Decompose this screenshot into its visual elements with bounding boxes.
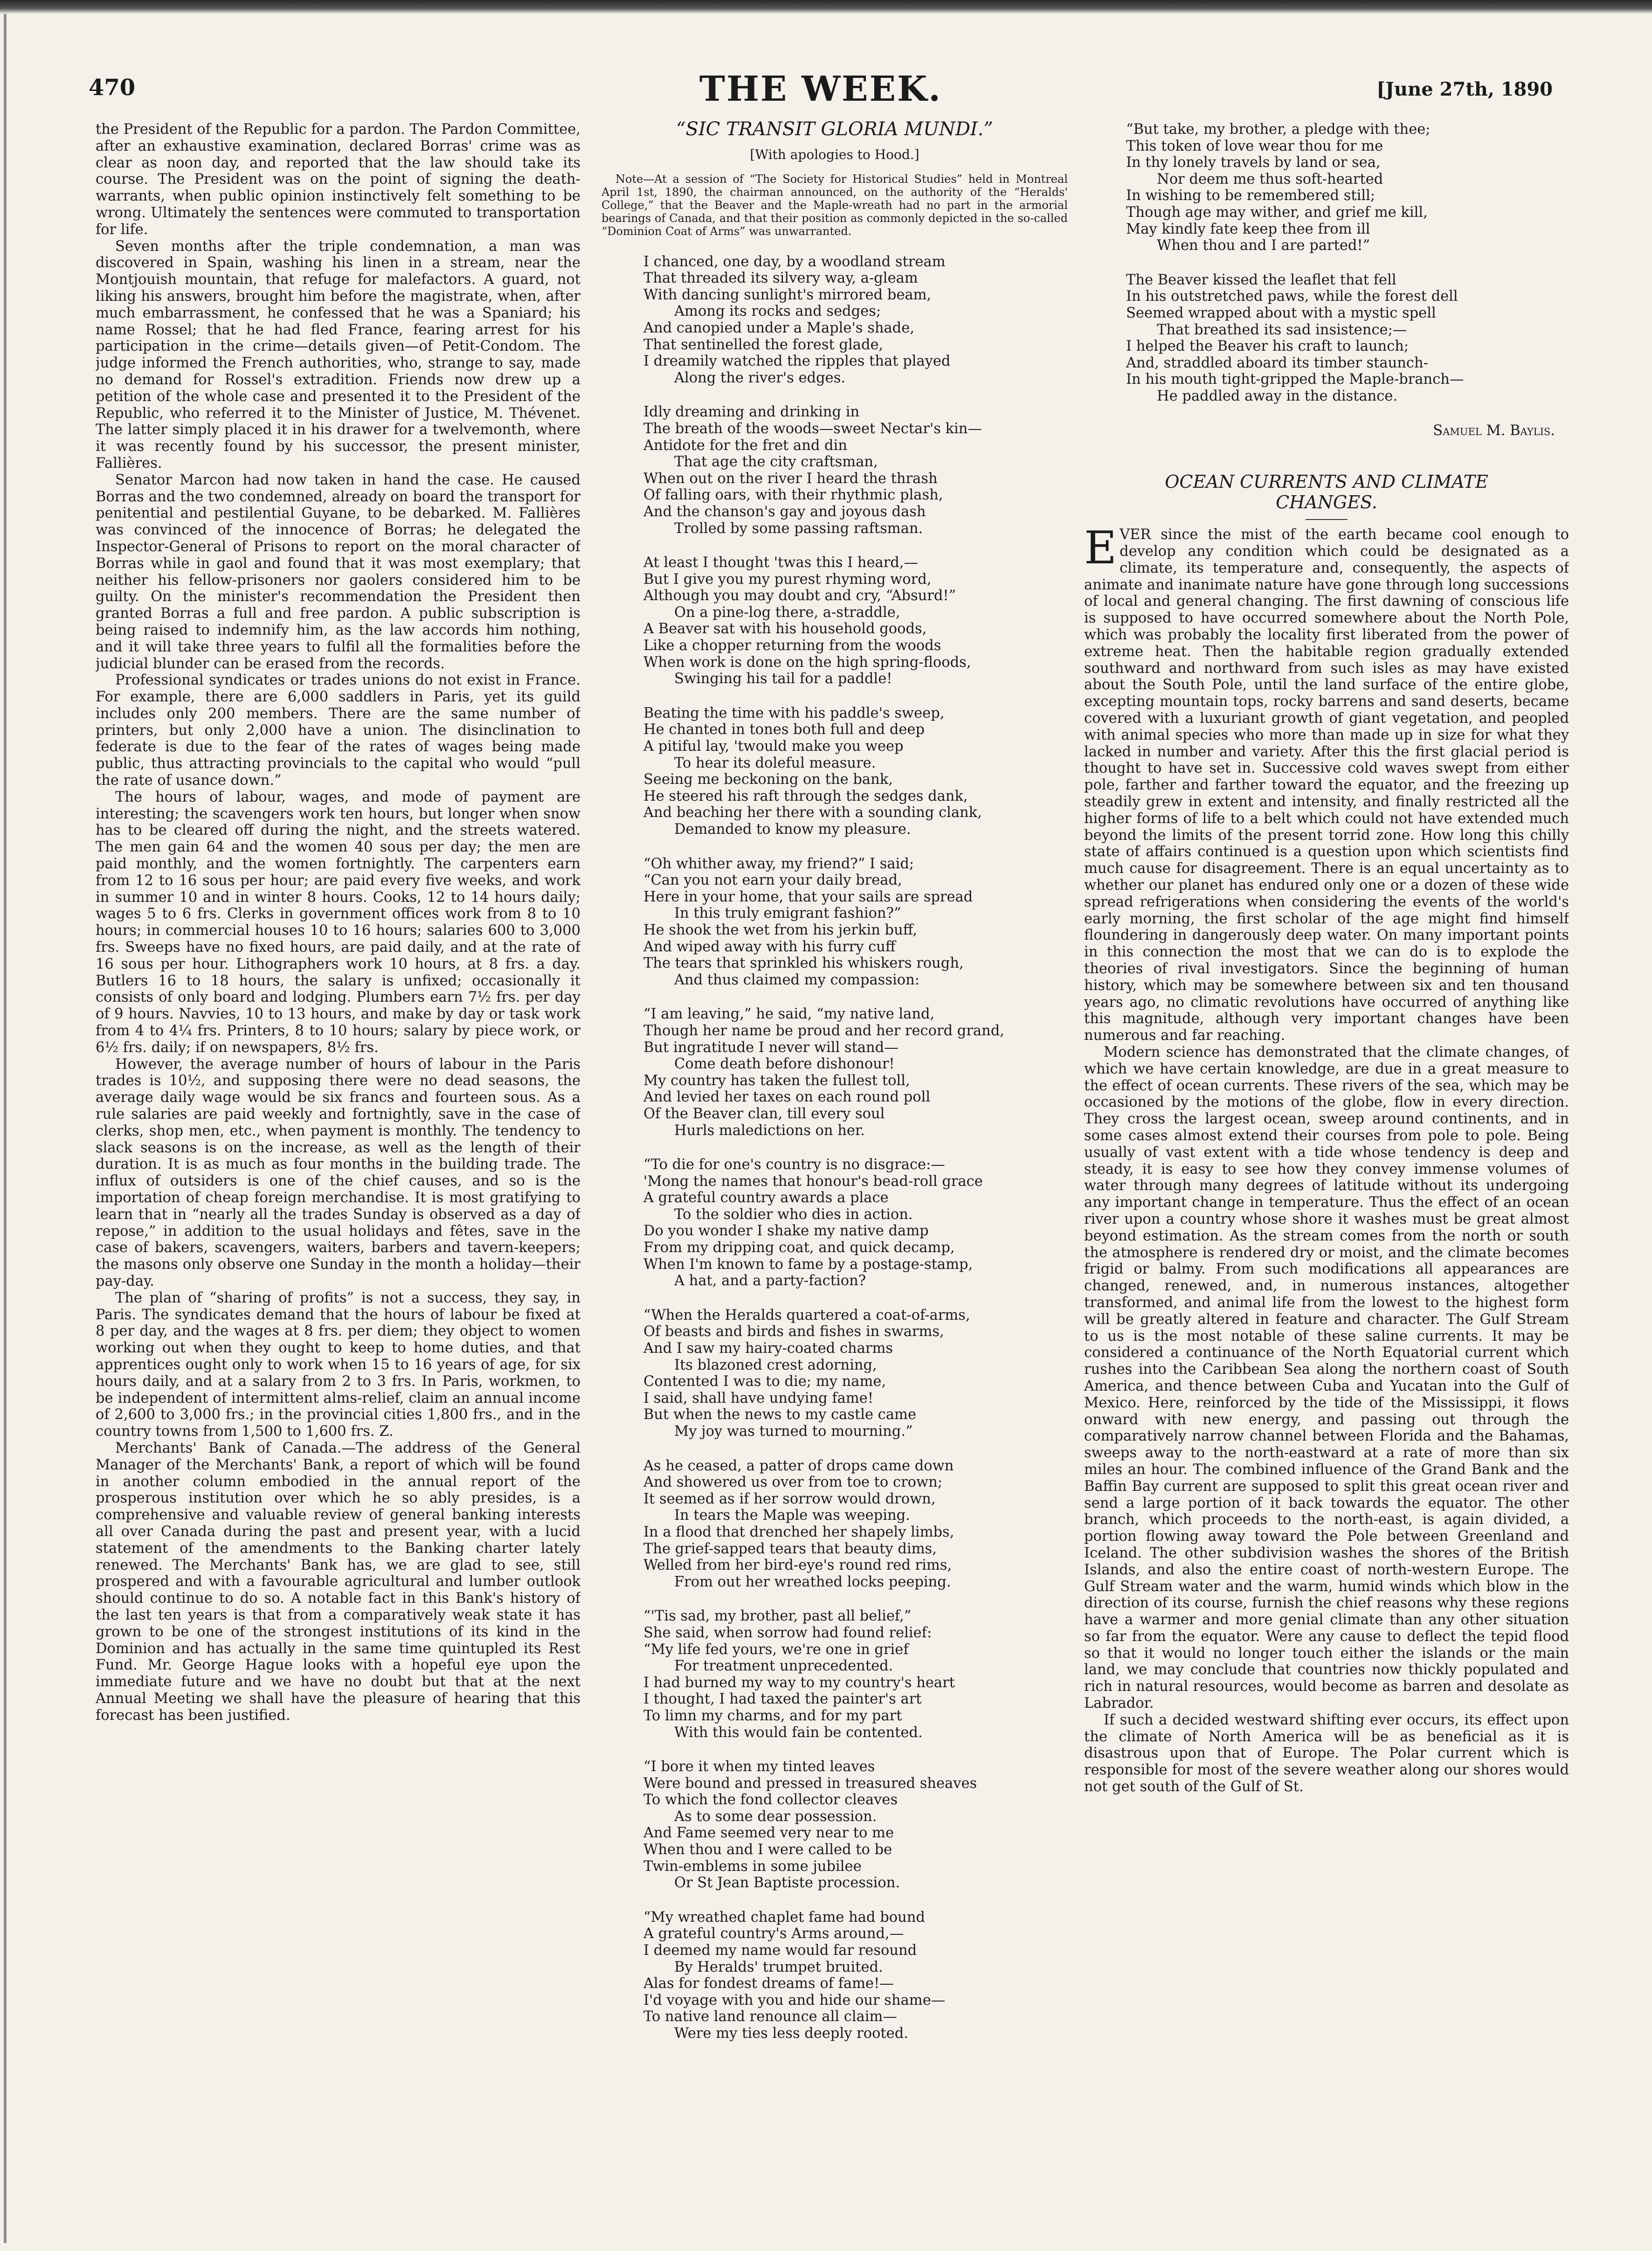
verse-line: “My life fed yours, we're one in grief — [643, 1641, 909, 1658]
verse-line: Idly dreaming and drinking in — [643, 404, 860, 421]
poem-signature: Samuel M. Baylis. — [1433, 422, 1555, 439]
verse-line: And the chanson's gay and joyous dash — [643, 503, 926, 520]
stanza — [1126, 272, 1569, 405]
verse-line: And thus claimed my compassion: — [674, 971, 920, 988]
verse-line: Contented I was to die; my name, — [643, 1373, 886, 1390]
verse-line: “I bore it when my tinted leaves — [643, 1759, 875, 1775]
column-left — [96, 121, 581, 2238]
verse-line: The Beaver kissed the leaflet that fell — [1126, 271, 1396, 288]
verse-line: “But take, my brother, a pledge with thee; — [1126, 121, 1431, 138]
verse-line: Of beasts and birds and fishes in swarms, — [643, 1323, 944, 1340]
page-header — [89, 69, 1553, 117]
verse-line: Welled from her bird-eye's round red rims, — [643, 1557, 952, 1574]
verse-line: This token of love wear thou for me — [1126, 138, 1383, 154]
verse-line: With this would fain be contented. — [674, 1724, 923, 1741]
verse-line: And canopied under a Maple's shade, — [643, 319, 914, 336]
verse-line: He paddled away in the distance. — [1157, 388, 1398, 404]
paragraph — [1084, 522, 1569, 1044]
verse-line: On a pine-log there, a-straddle, — [674, 604, 900, 621]
stanza — [643, 1458, 1068, 1591]
stanza — [643, 1006, 1068, 1139]
verse-line: A pitiful lay, 'twould make you weep — [643, 738, 904, 755]
paragraph: the President of the Republic for a pardon. The Pardon Committee, after an exhaustive examination, declared Borras' crime was as clear as noon day, and reported that the law should take its course. The President was on the point of signing the death-warrants, when public opinion instinctively felt something to be wrong. Ultimately the sentences were commuted to transportation for life. — [96, 121, 581, 238]
verse-line: As to some dear possession. — [674, 1808, 877, 1825]
scan-edge-top — [0, 0, 1652, 14]
verse-line: “To die for one's country is no disgrace:— — [643, 1157, 945, 1173]
verse-line: “Can you not earn your daily bread, — [643, 872, 902, 889]
verse-line: Among its rocks and sedges; — [674, 303, 881, 320]
stanza — [643, 1157, 1068, 1289]
paragraph: However, the average number of hours of labour in the Paris trades is 10½, and supposing there were no dead seasons, the average daily wage would be six francs and fourteen sous. As a rule salaries are paid weekly and fortnightly, save in the case of clerks, shop men, etc., when payment is monthly. The tendency to slack seasons is on the increase, as well as the length of their duration. It is as much as four months in the building trade. The influx of outsiders is one of the chief causes, and so is the importation of cheap foreign merchandise. It is most gratifying to learn that in “nearly all the trades Sunday is observed as a day of repose,” in addition to the usual holidays and fêtes, save in the case of bakers, scavengers, waiters, barbers and tavern-keepers; the masons only observe one Sunday in the month a holiday—their pay-day. — [96, 1056, 581, 1289]
verse-line: “My wreathed chaplet fame had bound — [643, 1909, 925, 1925]
stanza — [1126, 121, 1569, 254]
verse-line: Do you wonder I shake my native damp — [643, 1223, 929, 1240]
verse-line: He chanted in tones both full and deep — [643, 721, 925, 738]
verse-line: It seemed as if her sorrow would drown, — [643, 1490, 936, 1507]
verse-line: To hear its doleful measure. — [674, 755, 876, 771]
issue-date: [June 27th, 1890 — [1376, 78, 1553, 100]
verse-line: A Beaver sat with his household goods, — [643, 621, 927, 637]
verse-line: Antidote for the fret and din — [643, 437, 847, 454]
poem-subtitle: [With apologies to Hood.] — [750, 146, 919, 162]
paragraph: Senator Marcon had now taken in hand the case. He caused Borras and the two condemned, already on board the transport for penitential and pestilential Guyane, to be debarked. M. Fallières was convinced of the innocence of Borras; he delegated the Inspector-General of Prisons to report on the moral character of Borras while in gaol and found that it was most exemplary; that neither his fellow-prisoners nor gaolers considered him to be guilty. On the minister's recommendation the President then granted Borras a full and free pardon. A public subscription is being raised to indemnify him, as the law accords him nothing, and it will take three years to fulfil all the formalities before the judicial blunder can be erased from the records. — [96, 471, 581, 672]
paragraph-text: VER since the mist of the earth became cool enough to develop any condition which could be designated as a climate, its temperature and, consequently, the aspects of animate and inanimate nature have gone through long successions of local and general changing. The first dawning of conscious life is supposed to have occurred somewhere about the North Pole, which was probably the locality first liberated from the power of extreme heat. Then the habitable region gradually extended southward and northward from such isles as may have existed about the South Pole, until the land surface of the entire globe, excepting mountain tops, rocky barrens and sand deserts, became covered with a luxuriant growth of giant vegetation, and peopled with animal species who more than made up in size for what they lacked in number and variety. After this the first glacial period is thought to have set in. Successive cold waves swept from either pole, farther and farther toward the equator, and the freezing up steadily grew in extent and intensity, and finally restricted all the higher forms of life to a belt which could not have extended much beyond the limits of the present torrid zone. How long this chilly state of affairs continued is a question upon which scientists find much cause for disagreement. There is an equal uncertainty as to whether our planet has endured only one or a dozen of these wide spread refrigerations when considering the events of the world's early morning, the first scholar of the age might find himself floundering in dangerously deep water. On many important points in this connection the most that we can do is to explode the theories of rival investigators. Since the beginning of human history, which may be somewhere between six and ten thousand years ago, no climatic revolutions have occurred of anything like this magnitude, although very important changes have been numerous and far reaching. — [1084, 526, 1569, 1044]
drop-cap: E — [1084, 522, 1117, 575]
poem-title: “SIC TRANSIT GLORIA MUNDI.” — [676, 121, 993, 140]
verse-line: In wishing to be remembered still; — [1126, 187, 1376, 204]
verse-line: But I give you my purest rhyming word, — [643, 571, 932, 588]
verse-line: I chanced, one day, by a woodland stream — [643, 253, 946, 270]
verse-line: But when the news to my castle came — [643, 1406, 917, 1423]
verse-line: And, straddled aboard its timber staunch- — [1126, 354, 1428, 371]
poem-note: Note—At a session of “The Society for Historical Studies” held in Montreal April 1st, 1890, the chairman announced, on the authority of the “Heralds' College,” that the Beaver and the Maple-wreath had no part in the armorial bearings of Canada, and that their position as commonly depicted in the so-called “Dominion Coat of Arms” was unwarranted. — [601, 172, 1068, 238]
article-title-line1: OCEAN CURRENTS AND CLIMATE — [1165, 471, 1488, 492]
article-title-line2: CHANGES. — [1276, 492, 1377, 513]
verse-line: Seeing me beckoning on the bank, — [643, 771, 893, 788]
column-right — [1084, 121, 1569, 2238]
verse-line: A grateful country's Arms around,— — [643, 1925, 904, 1942]
paragraph: Modern science has demonstrated that the climate changes, of which we have certain knowledge, are due in a great measure to the effect of ocean currents. These rivers of the sea, which may be occasioned by the motions of the globe, flow in every direction. They cross the largest ocean, sweep around continents, and in some cases almost extend their courses from pole to pole. Being usually of vast extent with a tide whose tendency is deep and steady, it is easy to see how they convey immense volumes of water through many degrees of latitude without its undergoing any important change in temperature. Thus the effect of an ocean river upon a country whose shore it washes must be great almost beyond estimation. As the stream comes from the north or south the atmosphere is rendered dry or moist, and the climate becomes frigid or balmy. From such modifications all appearances are changed, renewed, and, in numerous instances, altogether transformed, and animal life from the lowest to the highest form will be greatly altered in feature and character. The Gulf Stream to us is the most notable of these saline currents. It may be considered a continuance of the North Equatorial current which rushes into the Caribbean Sea along the northern coast of South America, and thence between Cuba and Yucatan into the Gulf of Mexico. Here, reinforced by the tide of the Mississippi, it flows onward with new energy, and passing out through the comparatively narrow channel between Florida and the Bahamas, sweeps away to the north-eastward at a rate of more than six miles an hour. The combined influence of the Grand Bank and the Baffin Bay current are supposed to split this great ocean river and send a large portion of it back towards the equator. The other branch, which proceeds to the north-east, is again divided, a portion flowing away toward the Pole between Greenland and Iceland. The other subdivision washes the shores of the British Islands, and also the entire coast of north-western Europe. The Gulf Stream water and the warm, humid winds which blow in the direction of its course, furnish the chief reasons why these regions have a warmer and more genial climate than any other situation so far from the equator. Were any cause to deflect the tepid flood so that it would no longer touch either the islands or the main land, we may conclude that countries now thickly populated and rich in natural resources, would become as barren and desolate as Labrador. — [1084, 1044, 1569, 1712]
verse-line: That sentinelled the forest glade, — [643, 336, 884, 353]
verse-line: When thou and I are parted!” — [1157, 237, 1370, 254]
verse-line: I had burned my way to my country's heart — [643, 1674, 955, 1691]
verse-line: Nor deem me thus soft-hearted — [1157, 171, 1383, 187]
verse-line: May kindly fate keep thee from ill — [1126, 221, 1370, 237]
verse-line: Though her name be proud and her record grand, — [643, 1022, 1004, 1039]
stanza — [643, 1759, 1068, 1891]
verse-line: “'Tis sad, my brother, past all belief,” — [643, 1608, 912, 1625]
verse-line: In this truly emigrant fashion?” — [674, 905, 901, 922]
verse-line: Beating the time with his paddle's sweep, — [643, 705, 945, 721]
verse-line: But ingratitude I never will stand— — [643, 1039, 899, 1056]
poem-stanzas-continued — [1084, 121, 1569, 405]
verse-line: He shook the wet from his jerkin buff, — [643, 921, 917, 938]
verse-line: In thy lonely travels by land or sea, — [1126, 154, 1381, 171]
verse-line: Of falling oars, with their rhythmic plash, — [643, 487, 943, 504]
paragraph: The plan of “sharing of profits” is not a success, they say, in Paris. The syndicates demand that the hours of labour be fixed at 8 per day, and the wages at 8 frs. per diem; they object to women working out when they ought to keep to home duties, and that apprentices ought only to work when 15 to 16 years of age, for six hours daily, and at a salary from 2 to 3 frs. In Paris, workmen, to be independent of intermittent alms-relief, claim an annual income of 2,600 to 3,000 frs.; in the provincial cities 1,800 frs., and in the country towns from 1,500 to 1,600 frs. Z. — [96, 1289, 581, 1440]
verse-line: A hat, and a party-faction? — [674, 1273, 866, 1289]
stanza — [643, 254, 1068, 387]
stanza — [643, 705, 1068, 838]
verse-line: Its blazoned crest adorning, — [674, 1357, 877, 1373]
verse-line: My country has taken the fullest toll, — [643, 1072, 910, 1089]
verse-line: The breath of the woods—sweet Nectar's kin— — [643, 420, 982, 437]
verse-line: I dreamily watched the ripples that played — [643, 353, 951, 370]
paragraph-merchants-bank: Merchants' Bank of Canada.—The address of the General Manager of the Merchants' Bank, a report of which will be found in another column embodied in the annual report of the prosperous institution over which he so ably presides, is a comprehensive and valuable review of general banking interests all over Canada during the past and present year, with a lucid statement of the amendments to the Banking charter lately renewed. The Merchants' Bank has, we are glad to see, still prospered and with a favourable agricultural and lumber outlook should continue to do so. A notable fact in this Bank's history of the last ten years is that from a comparatively weak state it has grown to be one of the strongest institutions of its kind in the Dominion and has actually in the same time quintupled its Rest Fund. Mr. George Hague looks with a hopeful eye upon the immediate future and we have no doubt but that at the next Annual Meeting we shall have the pleasure of hearing that this forecast has been justified. — [96, 1440, 581, 1724]
verse-line: Hurls maledictions on her. — [674, 1122, 865, 1139]
masthead-title: THE WEEK. — [699, 69, 942, 109]
verse-line: And beaching her there with a sounding clank, — [643, 804, 982, 821]
verse-line: When I'm known to fame by a postage-stamp, — [643, 1256, 973, 1273]
verse-line: Though age may wither, and grief me kill, — [1126, 204, 1428, 221]
verse-line: Demanded to know my pleasure. — [674, 821, 911, 838]
verse-line: That threaded its silvery way, a-gleam — [643, 270, 918, 287]
stanza — [643, 554, 1068, 687]
verse-line: Were my ties less deeply rooted. — [674, 2025, 908, 2042]
verse-line: In his mouth tight-gripped the Maple-branch— — [1126, 371, 1464, 388]
verse-line: I deemed my name would far resound — [643, 1942, 917, 1959]
verse-line: As he ceased, a patter of drops came down — [643, 1457, 954, 1474]
page-number: 470 — [89, 75, 136, 101]
paragraph: The hours of labour, wages, and mode of payment are interesting; the scavengers work ten hours, but longer when snow has to be cleared off during the night, and the streets watered. The men gain 64 and the women 40 sous per day; the men are paid monthly, and the women fortnightly. The carpenters earn from 12 to 16 sous per hour; are paid every five weeks, and work in summer 10 and in winter 8 hours. Cooks, 12 to 14 hours daily; wages 5 to 6 frs. Clerks in government offices work from 8 to 10 hours; in commercial houses 10 to 16 hours; salaries 600 to 3,000 frs. Sweeps have no fixed hours, are paid daily, and at the rate of 16 sous per hour. Lithographers work 10 hours, at 8 frs. a day. Butlers 16 to 18 hours, the salary is unfixed; occasionally it consists of only board and lodging. Plumbers earn 7½ frs. per day of 9 hours. Navvies, 10 to 13 hours, and make by day or task work from 4 to 4¼ frs. Printers, 8 to 10 hours; salary by piece work, or 6½ frs. daily; if on newspapers, 8½ frs. — [96, 789, 581, 1056]
verse-line: I thought, I had taxed the painter's art — [643, 1691, 922, 1708]
verse-line: For treatment unprecedented. — [674, 1658, 893, 1675]
verse-line: “Oh whither away, my friend?” I said; — [643, 855, 914, 872]
verse-line: Trolled by some passing raftsman. — [674, 520, 923, 537]
verse-line: When work is done on the high spring-floods, — [643, 654, 971, 671]
verse-line: 'Mong the names that honour's bead-roll grace — [643, 1173, 983, 1190]
verse-line: From out her wreathed locks peeping. — [674, 1573, 951, 1590]
verse-line: Of the Beaver clan, till every soul — [643, 1105, 885, 1122]
verse-line: To which the fond collector cleaves — [643, 1792, 898, 1808]
verse-line: Were bound and pressed in treasured sheaves — [643, 1775, 977, 1792]
verse-line: A grateful country awards a place — [643, 1190, 889, 1206]
verse-line: Alas for fondest dreams of fame!— — [643, 1975, 894, 1992]
verse-line: The tears that sprinkled his whiskers rough, — [643, 955, 964, 972]
verse-line: And showered us over from toe to crown; — [643, 1474, 943, 1491]
paragraph: Seven months after the triple condemnation, a man was discovered in Spain, washing his linen in a stream, near the Montjouish mountain, that refuge for malefactors. A guard, not liking his answers, brought him before the magistrate, when, after much embarrassment, he confessed that he was a Spaniard; his name Rossel; that he had fled France, fearing arrest for his participation in the crime—details given—of Petit-Condom. The judge informed the French authorities, who, strange to say, made no demand for Rossel's extradition. Friends now drew up a petition of the whole case and presented it to the President of the Republic, who referred it to the Minister of Justice, M. Thévenet. The latter simply placed it in his drawer for a twelvemonth, where it was recently found by his successor, the present minister, Fallières. — [96, 238, 581, 471]
verse-line: “I am leaving,” he said, “my native land, — [643, 1006, 935, 1023]
poem-stanzas — [601, 254, 1068, 2042]
verse-line: When thou and I were called to be — [643, 1842, 892, 1858]
verse-line: To the soldier who dies in action. — [674, 1206, 913, 1223]
verse-line: In tears the Maple was weeping. — [674, 1507, 910, 1524]
article-title — [1084, 471, 1569, 513]
scan-edge-left — [4, 14, 7, 2243]
verse-line: In a flood that drenched her shapely limbs, — [643, 1524, 954, 1540]
verse-line: At least I thought 'twas this I heard,— — [643, 554, 919, 571]
verse-line: Along the river's edges. — [674, 369, 846, 386]
verse-line: I said, shall have undying fame! — [643, 1390, 874, 1406]
stanza — [643, 1608, 1068, 1741]
verse-line: And Fame seemed very near to me — [643, 1825, 894, 1842]
paragraph: If such a decided westward shifting ever occurs, its effect upon the climate of North America will be as beneficial as it is disastrous upon that of Europe. The Polar current which is responsible for most of the severe weather along our shores would not get south of the Gulf of St. — [1084, 1711, 1569, 1795]
verse-line: Swinging his tail for a paddle! — [674, 671, 892, 687]
stanza — [643, 1307, 1068, 1440]
verse-line: Seemed wrapped about with a mystic spell — [1126, 305, 1436, 321]
title-rule — [1306, 519, 1348, 520]
verse-line: To limn my charms, and for my part — [643, 1707, 902, 1724]
verse-line: I'd voyage with you and hide our shame— — [643, 1992, 946, 2009]
verse-line: He steered his raft through the sedges dank, — [643, 788, 968, 804]
paragraph: Professional syndicates or trades unions do not exist in France. For example, there are 6,000 saddlers in Paris, yet its guild includes only 200 members. There are the same number of printers, but only 2,000 have a union. The disinclination to federate is due to the fear of the rates of wages being made public, thus attracting provincials to the capital who would “pull the rate of usance down.” — [96, 672, 581, 789]
verse-line: My joy was turned to mourning.” — [674, 1423, 913, 1440]
verse-line: I helped the Beaver his craft to launch; — [1126, 338, 1409, 355]
verse-line: She said, when sorrow had found relief: — [643, 1624, 932, 1641]
verse-line: And I saw my hairy-coated charms — [643, 1340, 893, 1357]
verse-line: To native land renounce all claim— — [643, 2009, 897, 2025]
verse-line: From my dripping coat, and quick decamp, — [643, 1240, 955, 1256]
verse-line: When out on the river I heard the thrash — [643, 470, 938, 487]
verse-line: And levied her taxes on each round poll — [643, 1089, 931, 1106]
verse-line: Come death before dishonour! — [674, 1056, 895, 1073]
stanza — [643, 404, 1068, 537]
stanza — [643, 1909, 1068, 2042]
column-middle — [601, 121, 1068, 2238]
verse-line: That breathed its sad insistence;— — [1157, 321, 1407, 338]
verse-line: That age the city craftsman, — [674, 454, 878, 471]
verse-line: The grief-sapped tears that beauty dims, — [643, 1540, 937, 1557]
verse-line: Although you may doubt and cry, “Absurd!” — [643, 588, 956, 604]
verse-line: By Heralds' trumpet bruited. — [674, 1959, 883, 1975]
verse-line: Here in your home, that your sails are spread — [643, 888, 973, 905]
verse-line: And wiped away with his furry cuff — [643, 938, 896, 955]
verse-line: In his outstretched paws, while the forest dell — [1126, 288, 1458, 305]
verse-line: Or St Jean Baptiste procession. — [674, 1875, 900, 1891]
verse-line: With dancing sunlight's mirrored beam, — [643, 286, 932, 303]
verse-line: Twin-emblems in some jubilee — [643, 1858, 862, 1875]
verse-line: Like a chopper returning from the woods — [643, 637, 941, 654]
stanza — [643, 856, 1068, 989]
verse-line: “When the Heralds quartered a coat-of-arms, — [643, 1307, 970, 1323]
